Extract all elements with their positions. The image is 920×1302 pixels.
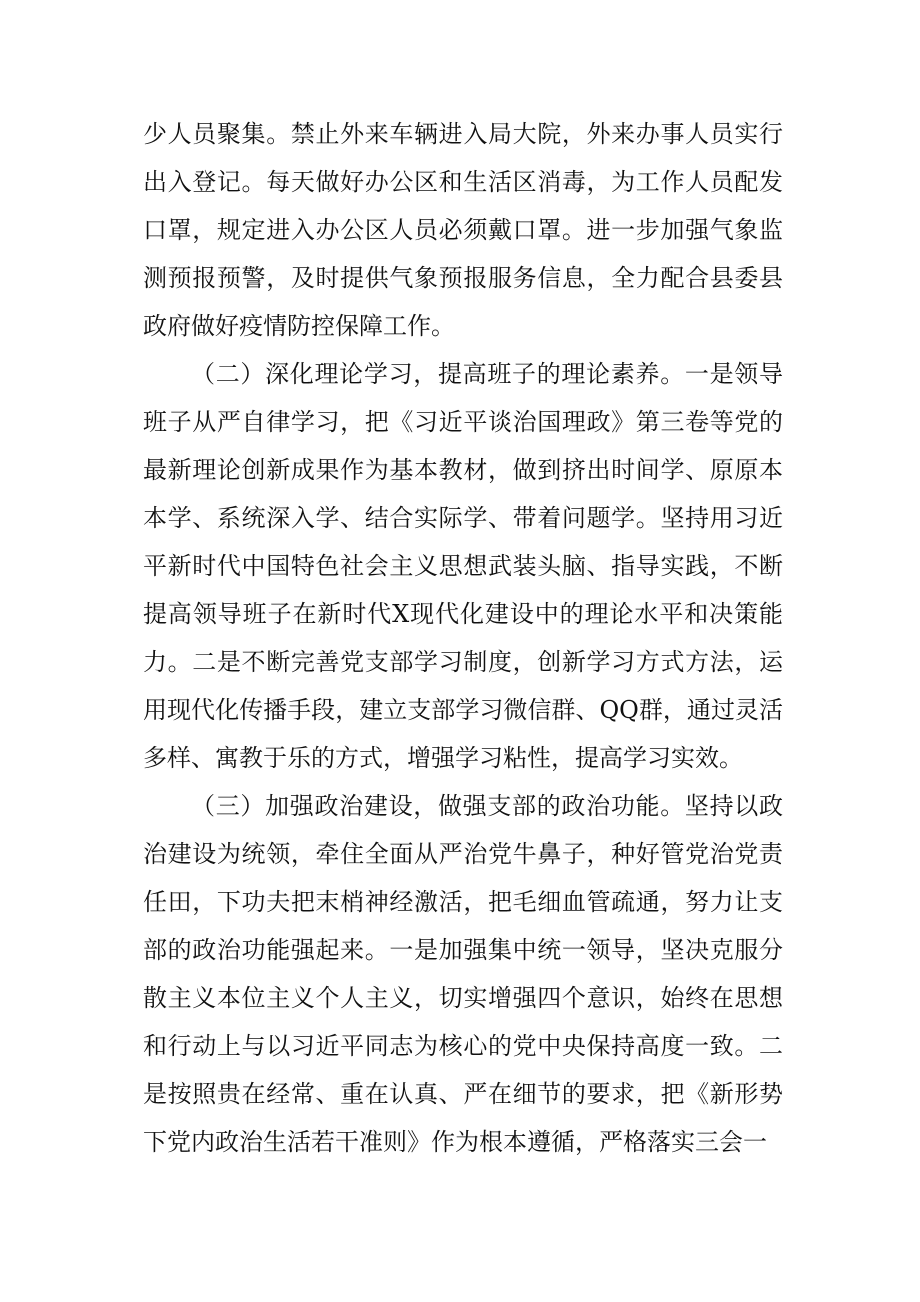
paragraph-section-two: （二）深化理论学习，提高班子的理论素养。一是领导班子从严自律学习，把《习近平谈治国理政》第三卷等党的最新理论创新成果作为基本教材，做到挤出时间学、原原本本学、系统深入学、结合实际学、带着问题学。坚持用习近平新时代中国特色社会主义思想武装头脑、指导实践，不断提高领导班子在新时代X现代化建设中的理论水平和决策能力。二是不断完善党支部学习制度，创新学习方式方法，运用现代化传播手段，建立支部学习微信群、QQ群，通过灵活多样、寓教于乐的方式，增强学习粘性，提高学习实效。 <box>143 360 783 772</box>
paragraph-section-three: （三）加强政治建设，做强支部的政治功能。坚持以政治建设为统领，牵住全面从严治党牛鼻子，种好管党治党责任田，下功夫把末梢神经激活，把毛细血管疏通，努力让支部的政治功能强起来。一是加强集中统一领导，坚决克服分散主义本位主义个人主义，切实增强四个意识，始终在思想和行动上与以习近平同志为核心的党中央保持高度一致。二是按照贵在经常、重在认真、严在细节的要求，把《新形势下党内政治生活若干准则》作为根本遵循，严格落实三会一 <box>143 792 783 1156</box>
document-body <box>143 110 783 1166</box>
paragraph-continued: 少人员聚集。禁止外来车辆进入局大院，外来办事人员实行出入登记。每天做好办公区和生活区消毒，为工作人员配发口罩，规定进入办公区人员必须戴口罩。进一步加强气象监测预报预警，及时提供气象预报服务信息，全力配合县委县政府做好疫情防控保障工作。 <box>143 120 783 340</box>
